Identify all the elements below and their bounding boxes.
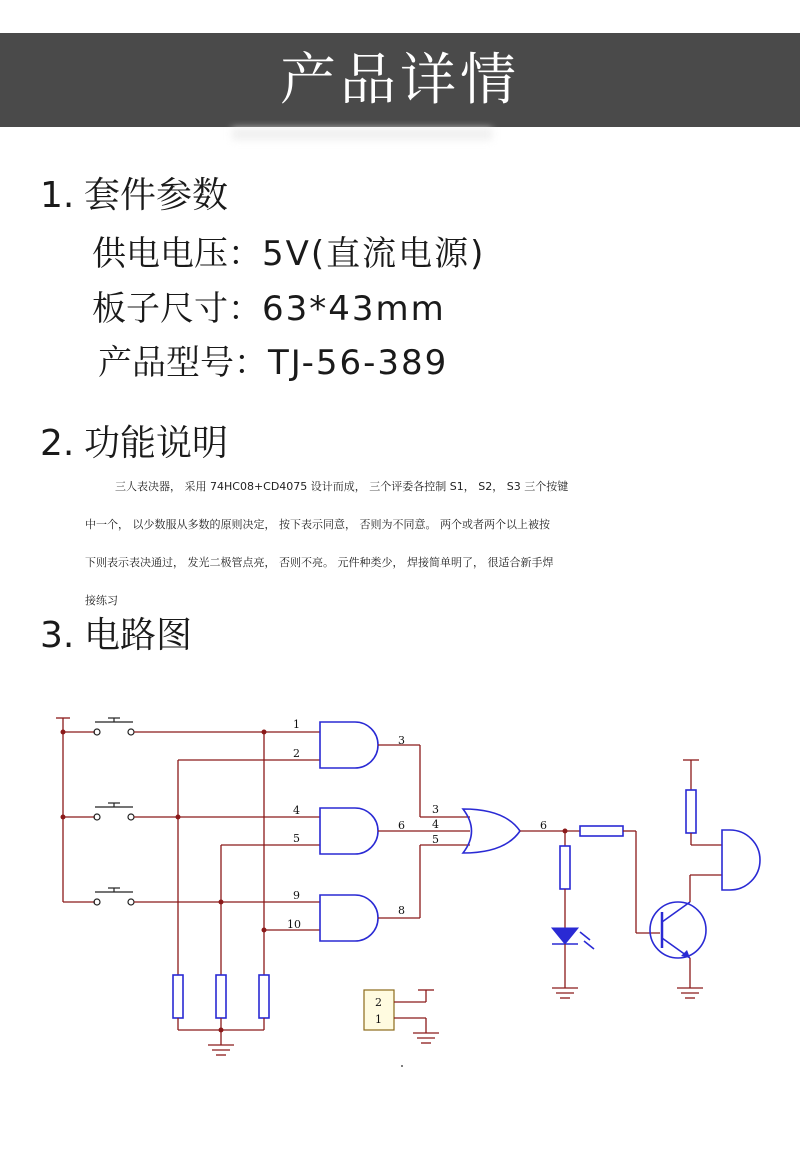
param-label: 供电电压： xyxy=(92,234,262,274)
pin-label: 2 xyxy=(375,996,382,1009)
description-line: 中一个， 以少数服从多数的原则决定， 按下表示同意， 否则为不同意。 两个或者两个以上被按 xyxy=(85,518,550,531)
pin-label: 5 xyxy=(293,832,300,845)
and-gate-1 xyxy=(320,722,378,768)
npn-transistor xyxy=(650,875,706,998)
param-voltage xyxy=(92,234,485,274)
section-number: 1. xyxy=(40,175,75,216)
buzzer xyxy=(683,760,760,890)
section-heading-kit-params xyxy=(40,176,228,216)
title-reflection xyxy=(232,128,492,140)
param-model xyxy=(98,343,448,383)
pin-label: 8 xyxy=(398,904,405,917)
pin-label: 4 xyxy=(432,818,439,831)
pin-label: 9 xyxy=(293,889,300,902)
section-title: 套件参数 xyxy=(84,175,229,216)
section-heading-circuit xyxy=(40,616,192,656)
description-line: 下则表示表决通过， 发光二极管点亮， 否则不亮。 元件种类少， 焊接简单明了， 很适合新手焊 xyxy=(85,556,554,569)
page-title: 产品详情 xyxy=(280,48,520,113)
param-value: TJ-56-389 xyxy=(268,343,449,383)
param-value: 5V(直流电源) xyxy=(262,234,486,274)
vcc-symbol-left xyxy=(56,718,70,902)
section-number: 3. xyxy=(40,615,75,656)
and-gate-3 xyxy=(320,895,378,941)
section-heading-function xyxy=(40,424,228,464)
switch-s1 xyxy=(63,718,320,735)
pin-label: 1 xyxy=(293,718,300,731)
led-branch xyxy=(552,831,594,998)
pin-label: 6 xyxy=(540,819,547,832)
pin-label: 10 xyxy=(287,918,301,931)
switch-s2 xyxy=(63,803,320,820)
section-title: 功能说明 xyxy=(84,423,229,464)
base-resistor xyxy=(580,826,623,836)
section-number: 2. xyxy=(40,423,75,464)
section-title: 电路图 xyxy=(84,615,193,656)
description-line: 三人表决器， 采用 74HC08+CD4075 设计而成， 三个评委各控制 S1， S2， S3 三个按键 xyxy=(115,480,569,493)
or-gate xyxy=(463,809,520,853)
pin-label: 3 xyxy=(398,734,405,747)
pin-label: 5 xyxy=(432,833,439,846)
param-board-size xyxy=(92,289,446,329)
pin-label: 2 xyxy=(293,747,300,760)
pin-label: 3 xyxy=(432,803,439,816)
pull-down-resistors xyxy=(173,975,269,1055)
power-connector xyxy=(364,990,439,1043)
param-value: 63*43mm xyxy=(262,289,446,329)
and-gate-2 xyxy=(320,808,378,854)
pin-label: 6 xyxy=(398,819,405,832)
pin-label: 4 xyxy=(293,804,300,817)
description-line: 接练习 xyxy=(85,594,118,607)
param-label: 产品型号： xyxy=(98,343,268,383)
switch-s3 xyxy=(63,888,320,905)
param-label: 板子尺寸： xyxy=(92,289,262,329)
circuit-diagram xyxy=(0,690,800,1090)
pin-label: 1 xyxy=(375,1013,382,1026)
header-banner xyxy=(0,33,800,127)
